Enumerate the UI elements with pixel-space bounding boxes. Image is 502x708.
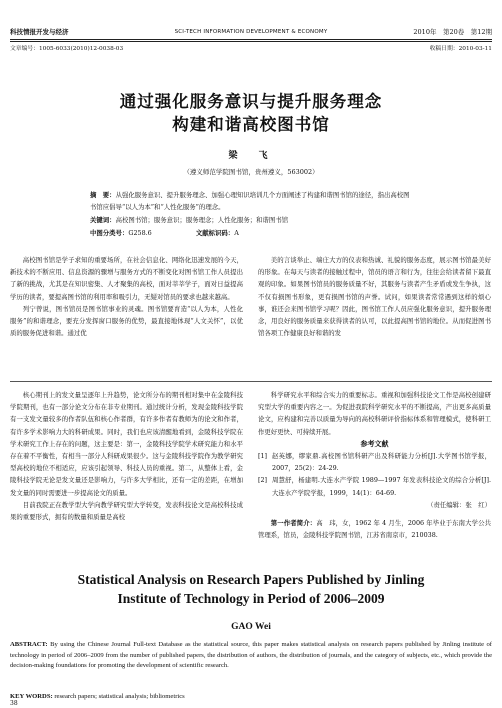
abstract-en-text: By using the Chinese Journal Full-text Database as the statistical source, this paper makes statistical analysis on research papers published by Jinling institute of technology in period of 2006–2009 from the number of published papers, the distribution of authors, the distribution of journals, and the category of subjects, etc., which provide the decision-making foundations for promoting the development of scientific research. xyxy=(10,641,492,670)
references-heading: 参考文献 xyxy=(360,438,389,448)
keywords-cn xyxy=(90,214,412,226)
author-cn: 梁 飞 xyxy=(228,151,274,161)
bio-label: 第一作者简介： xyxy=(270,519,317,528)
body-column-2 xyxy=(258,254,491,339)
paragraph: 美的言谈举止、端庄大方的仪表和热诚、礼貌的服务态度，展示图书馆最美好的形象。在每天与读者的接触过程中，馆员的语言和行为，往往会给读者留下最直观的印象。如果图书馆员的服务质量不好，其服务与读者产生矛盾或发生争执，这不仅有损图书形象，更有损图书馆的声誉。试问，如果读者常常遇到这样的烦心事，谁还会来图书馆学习呢？因此，图书馆工作人员应强化服务意识，提升服务理念，用良好的服务质量来获得读者的认可，以此提高图书馆的地位。从而促进图书馆各项工作健康良好和谐的发 xyxy=(258,256,491,338)
author-en: GAO Wei xyxy=(231,622,271,632)
issue-info: 2010年 第20卷 第12期 xyxy=(413,28,492,36)
paragraph: 列宁曾说，图书馆员是图书馆事业的灵魂。图书馆要育造“以人为本，人性化服务”的和谐理念，要充分发挥窗口服务的优势，最直接地体现“人文关怀”，以优质的服务促进和谐。通过优 xyxy=(10,304,243,338)
running-header xyxy=(10,26,492,38)
doc-code-value: A xyxy=(234,229,239,237)
author-bio xyxy=(258,517,491,541)
abstract-text: 从强化服务意识、提升服务理念、加强心理知识培训几个方面阐述了构建和谐图书馆的途径，指出高校图书馆应倡导“以人为本”和“人性化服务”的理念。 xyxy=(90,191,410,211)
article-meta xyxy=(10,44,492,54)
affiliation-cn: （遵义师范学院图书馆，贵州遵义，563002） xyxy=(183,168,319,176)
page-number: 38 xyxy=(10,700,18,707)
bio-text: 高 玮，女，1962 年 4 月生，2006 年毕业于东南大学公共管理系，馆员，金陵科技学院图书馆，江苏省南京市，210038. xyxy=(258,519,492,540)
keywords-label: 关键词： xyxy=(90,216,116,224)
article-number: 文章编号：1005-6033(2010)12-0038-03 xyxy=(10,46,124,52)
article-separator xyxy=(10,381,492,382)
clc-label: 中图分类号： xyxy=(90,229,129,237)
journal-name-en: SCI-TECH INFORMATION DEVELOPMENT & ECONOMY xyxy=(174,29,328,35)
journal-name-cn: 科技情报开发与经济 xyxy=(10,28,69,36)
body-column-4 xyxy=(258,389,491,541)
keywords-en-text: research papers; statistical analysis; bibliometrics xyxy=(54,693,185,700)
paragraph: 高校图书馆是学子求知的重要场所，在社会信息化、网络化迅速发展的今天，新技术的不断应用、信息资源的骤增与服务方式的不断变化对图书馆工作人员提出了新的挑战，尤其是在知识密集、人才聚集的高校，面对莘莘学子，面对日益提高学历的读者，要提高图书馆的利用率和吸引力，无疑对馆员的要求也越来越高。 xyxy=(10,256,243,301)
keywords-text: 高校图书馆；服务意识；服务理念；人性化服务；和谐图书馆 xyxy=(115,216,289,224)
title-en-line-2: Institute of Technology in Period of 2006–2009 xyxy=(117,591,385,606)
doc-code-label: 文献标识码： xyxy=(195,229,235,237)
reference-item: [1] 赵英娜，缪家鼎.高校图书馆科研产出及科研能力分析[J].大学图书馆学报，2007，25(2)：24-29. xyxy=(258,452,491,473)
keywords-en xyxy=(10,692,492,702)
paragraph: 科学研究水平和综合实力的重要标志。重视和加强科技论文工作是高校创建研究型大学的重要内容之一。为促进我院科学研究水平的不断提高，产出更多高质量论文，应构建和完善以质量为导向的高校科研评价指标体系和管理模式，使科研工作更好更快、可持续开展。 xyxy=(258,391,491,436)
header-rule xyxy=(10,39,492,42)
clc-value: G258.6 xyxy=(128,229,152,237)
received-date: 收稿日期：2010-03-11 xyxy=(429,46,492,52)
title-cn-line-2: 构建和谐高校图书馆 xyxy=(172,115,330,134)
abstract-en xyxy=(10,640,492,672)
body-column-3 xyxy=(10,389,243,523)
abstract-label: 摘 要： xyxy=(90,191,116,199)
title-cn-line-1: 通过强化服务意识与提升服务理念 xyxy=(119,92,383,111)
responsible-editor: （责任编辑：张 红） xyxy=(427,500,491,509)
keywords-en-label: KEY WORDS: xyxy=(10,693,53,700)
paragraph: 核心期刊上的发文量呈逐年上升趋势，论文所分布的期刊相对集中在金陵科技学院期刊，也有一部分论文分布在非专业期刊。通过统计分析，发现金陵科技学院有一支发文量较多的作者队伍和核心作者群，有许多作者有教师为的论文和作者，有许多学术影响力大的科研成果。同时，我们也应该清醒地看到，金陵科技学院在学术研究工作上存在的问题，这主要是：第一，金陵科技学院学术研究能力和水平存在着不平衡性，有相当一部分人科研成果很少。这与金陵科技学院作为教学研究型高校的地位不相适应，应该引起领导、科技人员的重视。第二，从整体上看，金陵科技学院无论是发文量还是影响力，与许多大学相比，还有一定的差距，在增加发文量的同时需要进一步提高论文的质量。 xyxy=(10,391,243,497)
reference-item: [2] 周慧舒，杨建明.大连水产学院 1989—1997 年发表科技论文的综合分析[J].大连水产学院学报，1999，14(1)：64-69. xyxy=(258,476,491,497)
body-column-1 xyxy=(10,254,243,339)
abstract-en-label: ABSTRACT: xyxy=(10,641,48,648)
paragraph: 目前我院正在教学型大学向教学研究型大学转变，发表科技论文是高校科技成果的重要形式，拥有的数量和质量是高校 xyxy=(10,500,243,522)
title-en-line-1: Statistical Analysis on Research Papers Published by Jinling xyxy=(77,572,425,587)
abstract-cn xyxy=(90,189,412,213)
classification-cn xyxy=(90,227,412,239)
